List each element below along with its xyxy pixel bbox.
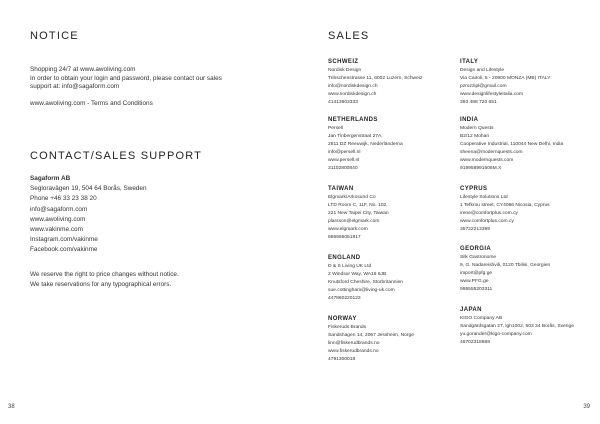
entry-email[interactable]: yu.gorander@kigo-company.com xyxy=(460,331,532,337)
sales-entry-cyprus xyxy=(460,185,600,234)
sales-entry-japan xyxy=(460,306,600,347)
contact-heading: CONTACT/SALES SUPPORT xyxy=(30,150,203,162)
entry-line: Modern Quests xyxy=(460,126,494,131)
entry-line: Cooperative Industrial, 110044 New Delhi, India xyxy=(460,141,564,147)
reservation-note xyxy=(30,270,179,290)
entry-website[interactable]: www.persell.nl xyxy=(328,157,360,163)
country-name: JAPAN xyxy=(460,307,482,313)
entry-website[interactable]: www.nordiskdesign.ch xyxy=(328,91,377,97)
entry-website[interactable]: www.elgmark.com xyxy=(328,226,368,232)
entry-line: Sandshagen 14, 2067 Jessheim, Norge xyxy=(328,332,414,338)
entry-line: Jan Tinbergenstraat 27A, xyxy=(328,133,383,139)
country-name: NETHERLANDS xyxy=(328,117,378,123)
entry-phone: 919958991606M.X xyxy=(460,165,502,171)
reservation-line: We take reservations for any typographical errors. xyxy=(30,281,172,289)
sales-entry-india xyxy=(460,116,600,172)
entry-line: Nordisk Design xyxy=(328,68,362,73)
contact-website[interactable]: www.vakinme.com xyxy=(30,226,83,234)
entry-phone: 447860220123 xyxy=(328,295,361,301)
entry-line: Fiskeruds Brands xyxy=(328,325,367,330)
notice-heading: NOTICE xyxy=(30,30,79,42)
right-page xyxy=(300,0,600,424)
entry-phone: 35722213399 xyxy=(460,226,490,232)
entry-website[interactable]: www.PFG.ge xyxy=(460,278,489,284)
country-name: TAIWAN xyxy=(328,186,354,192)
entry-line: Design and Lifestyle xyxy=(460,68,505,73)
sales-entry-norway xyxy=(328,315,468,364)
entry-website[interactable]: www.modernquests.com xyxy=(460,157,514,163)
entry-line: 221 New Taipei City, Taiwan xyxy=(328,210,389,216)
contact-email[interactable]: info@sagaform.com xyxy=(30,205,88,213)
sales-entry-netherlands xyxy=(328,116,468,172)
contact-website[interactable]: www.awoliving.com xyxy=(30,215,86,223)
entry-website[interactable]: www.comfortplus.com.cy xyxy=(460,218,514,224)
entry-line: Knutsford Cheshire, Storbritannien xyxy=(328,279,404,285)
country-name: ENGLAND xyxy=(328,255,361,261)
entry-line: Elgmark/Arkosund Co xyxy=(328,195,376,200)
company-name: Sagaform AB xyxy=(30,175,71,182)
entry-phone: 46702318689 xyxy=(460,339,490,345)
entry-email[interactable]: info@persell.nl xyxy=(328,149,361,155)
entry-line: Lifestyle Solutions Ltd xyxy=(460,195,508,200)
entry-email[interactable]: sue.cottingham@living-uk.com xyxy=(328,287,395,293)
notice-text xyxy=(30,66,222,109)
entry-phone: 4791300018 xyxy=(328,356,356,362)
sales-entry-england xyxy=(328,254,468,303)
entry-line: D & S Living UK Ltd xyxy=(328,264,372,269)
country-name: SCHWEIZ xyxy=(328,59,359,65)
entry-line: Via Cairoli, 5 - 20900 MONZA (MB) ITALY xyxy=(460,75,551,81)
entry-website[interactable]: www.designlifestyleitalia.com xyxy=(460,91,524,97)
entry-phone: 393 488 720 651 xyxy=(460,99,497,105)
entry-phone: 886966051817 xyxy=(328,234,361,240)
country-name: NORWAY xyxy=(328,316,357,322)
entry-email[interactable]: sheena@modernquests.com xyxy=(460,149,523,155)
entry-line: 9, G. Nadareishvili, 0120 Tbilisi, Georgien xyxy=(460,262,551,268)
reservation-line: We reserve the right to price changes without notice. xyxy=(30,271,179,278)
entry-phone: 41413603333 xyxy=(328,99,358,105)
sales-entry-schweiz xyxy=(328,58,468,107)
notice-line: Shopping 24/7 at www.awoliving.com xyxy=(30,66,136,73)
contact-address: Segloravägen 19, 504 64 Borås, Sweden xyxy=(30,185,147,193)
country-name: INDIA xyxy=(460,117,479,123)
contact-phone: Phone +46 33 23 38 20 xyxy=(30,195,97,203)
entry-line: Tribschenstrasse 11, 6002 Luzern, Schweiz xyxy=(328,75,423,81)
contact-block xyxy=(30,174,147,256)
entry-website[interactable]: www.fiskerudbrands.no xyxy=(328,348,379,354)
country-name: ITALY xyxy=(460,59,479,65)
entry-line: Persell xyxy=(328,126,343,131)
entry-line: KIGO Company AB xyxy=(460,316,503,321)
entry-phone: 995555203311 xyxy=(460,286,493,292)
entry-email[interactable]: plarsson@elgmark.com xyxy=(328,218,380,224)
entry-line: B2/12 Mohan xyxy=(460,133,490,139)
page-number: 39 xyxy=(583,404,590,410)
sales-entry-taiwan xyxy=(328,185,468,241)
notice-line: support at: info@sagaform.com xyxy=(30,83,120,91)
page-number: 38 xyxy=(8,404,15,410)
entry-line: LTD Room C, 11F, No. 102, xyxy=(328,202,388,208)
entry-phone: 31102800840 xyxy=(328,165,358,171)
sales-entry-georgia xyxy=(460,245,600,294)
entry-line: 2 Windsor Way, WA16 6JB xyxy=(328,271,387,277)
country-name: CYPRUS xyxy=(460,186,488,192)
entry-email[interactable]: import@pfg.ge xyxy=(460,270,493,276)
entry-email[interactable]: pzrozzipl@gmail.com xyxy=(460,83,507,89)
country-name: GEORGIA xyxy=(460,246,492,252)
entry-line: Silk Gastronome xyxy=(460,255,497,260)
entry-email[interactable]: irene@comfortplus.com.cy xyxy=(460,210,518,216)
entry-line: 1 Tefkrou street, CY4066 Nicosia, Cyprus xyxy=(460,202,550,208)
entry-email[interactable]: info@nordiskdesign.ch xyxy=(328,83,378,89)
entry-line: 2811 DZ Reeuwijk, Nederländerna xyxy=(328,141,403,147)
sales-entry-italy xyxy=(460,58,600,107)
sales-heading: SALES xyxy=(328,30,370,42)
contact-facebook[interactable]: Facebook.com/vakinme xyxy=(30,246,98,254)
notice-line: In order to obtain your login and password, please contact our sales xyxy=(30,74,222,82)
contact-instagram[interactable]: Instagram.com/vakinme xyxy=(30,236,98,244)
entry-line: Sandgärdsgatan 27, lgh1002, 503 34 Borås, Sverige xyxy=(460,323,574,329)
entry-email[interactable]: linn@fiskerudbrands.no xyxy=(328,340,380,346)
terms-link[interactable]: www.awoliving.com - Terms and Conditions xyxy=(30,100,153,108)
